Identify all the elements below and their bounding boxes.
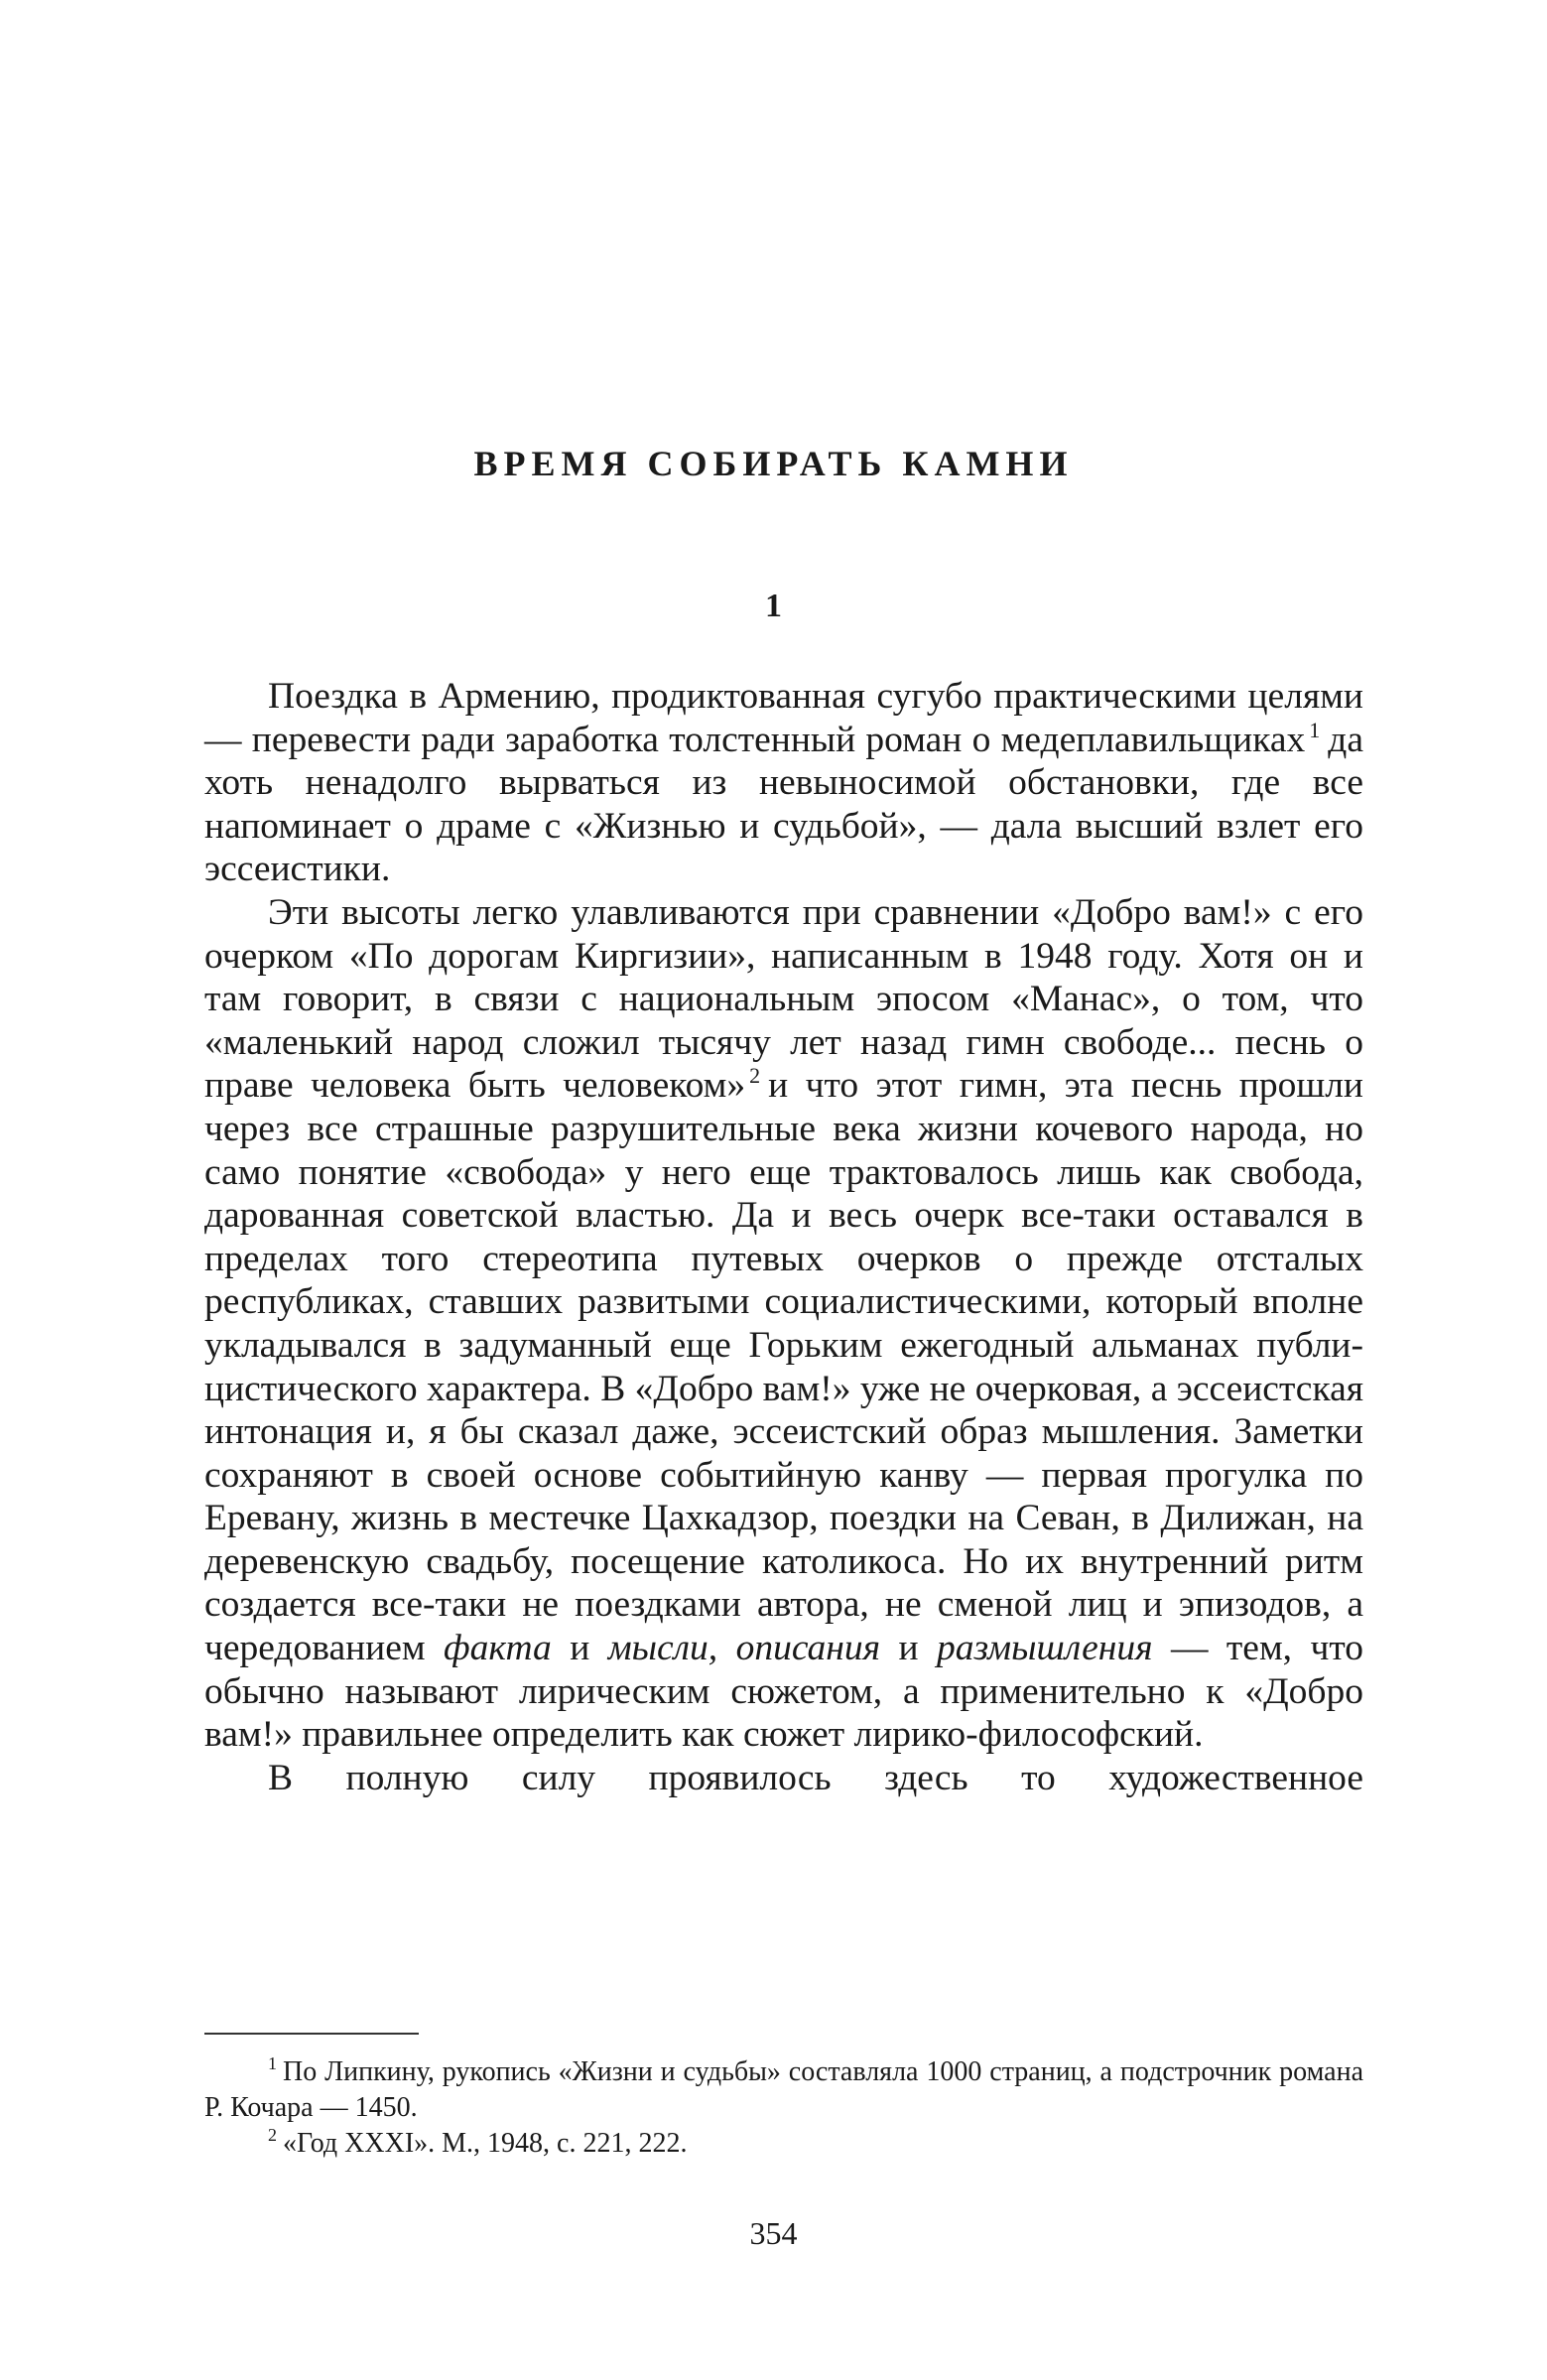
footnote-1 xyxy=(204,2054,1363,2126)
paragraph-2-text-a: Эти высоты легко улавливаются при сравнении «Добро вам!» с его очерком «По дорогам Киргизии», написанным в 1948 году. Хотя он и там говорит, в связи с национальным эпосом «Манас», о том, что «маленький народ сложил тысячу лет назад гимн свободе... песнь о праве человека быть человеком» xyxy=(204,891,1363,1107)
footnote-2 xyxy=(204,2126,1363,2162)
paragraph-2-text-b: и что этот гимн, эта песнь прошли через все страшные разрушительные века жизни кочевого народа, но само понятие «свобода» у него еще трактовалось лишь как свобода, дарованная советской властью. Да и весь очерк все-таки оставался в пределах того стереотипа путевых очерков о прежде отсталых республиках, ставших развитыми социалистическими, который вполне укладывался в задуманный еще Горьким ежегодный альманах публицистического характера. В «Добро вам!» уже не очерковая, а эссеистская интонация и, я бы сказал даже, эссеистский образ мышления. Заметки сохраняют в своей основе событийную канву — первая прогулка по Еревану, жизнь в местечке Цахкадзор, поездки на Севан, в Дилижан, на деревенскую свадьбу, посещение католикоса. Но их внутренний ритм создается все-таки не поездками автора, не сменой лиц и эпизодов, а чередованием xyxy=(204,1065,1363,1669)
footnote-ref-2: 2 xyxy=(749,1063,761,1089)
paragraph-2-text-d: и xyxy=(880,1628,937,1669)
footnote-2-text: «Год XXXI». М., 1948, с. 221, 222. xyxy=(283,2128,688,2159)
footnote-2-number: 2 xyxy=(268,2125,277,2145)
section-number: 1 xyxy=(765,588,782,624)
paragraph-1-text-b: да хоть ненадолго вырваться из невыносимой обстановки, где все напоминает о драме с «Жизнью и судьбой», — дала высший взлет его эссеистики. xyxy=(204,719,1363,890)
main-text xyxy=(204,675,1363,1799)
chapter-title: ВРЕМЯ СОБИРАТЬ КАМНИ xyxy=(473,444,1074,483)
footnote-divider xyxy=(204,2033,419,2035)
paragraph-3: В полную силу проявилось здесь то художественное xyxy=(268,1757,1363,1798)
footnote-ref-1: 1 xyxy=(1309,717,1321,742)
paragraph-2 xyxy=(204,891,1363,1757)
footnote-1-number: 1 xyxy=(268,2053,277,2073)
italic-reflection: размышления xyxy=(936,1628,1153,1669)
italic-fact: факта xyxy=(444,1628,552,1669)
paragraph-2-text-e: — тем, что обычно называют лирическим сюжетом, а применительно к «Добро вам!» правильнее определить как сюжет лирико-философский. xyxy=(204,1628,1363,1756)
paragraph-2-text-c: и xyxy=(551,1628,608,1669)
page-number: 354 xyxy=(749,2215,798,2251)
italic-thought-description: мысли, описания xyxy=(607,1628,881,1669)
paragraph-1-text-a: Поездка в Армению, продиктованная сугубо практическими целями — перевести ради заработка толстенный роман о медеплавильщиках xyxy=(204,676,1363,760)
footnotes xyxy=(204,2054,1363,2162)
paragraph-1 xyxy=(204,675,1363,891)
footnote-1-text: По Липкину, рукопись «Жизни и судьбы» составляла 1000 страниц, а подстрочник романа Р. Кочара — 1450. xyxy=(204,2056,1363,2123)
